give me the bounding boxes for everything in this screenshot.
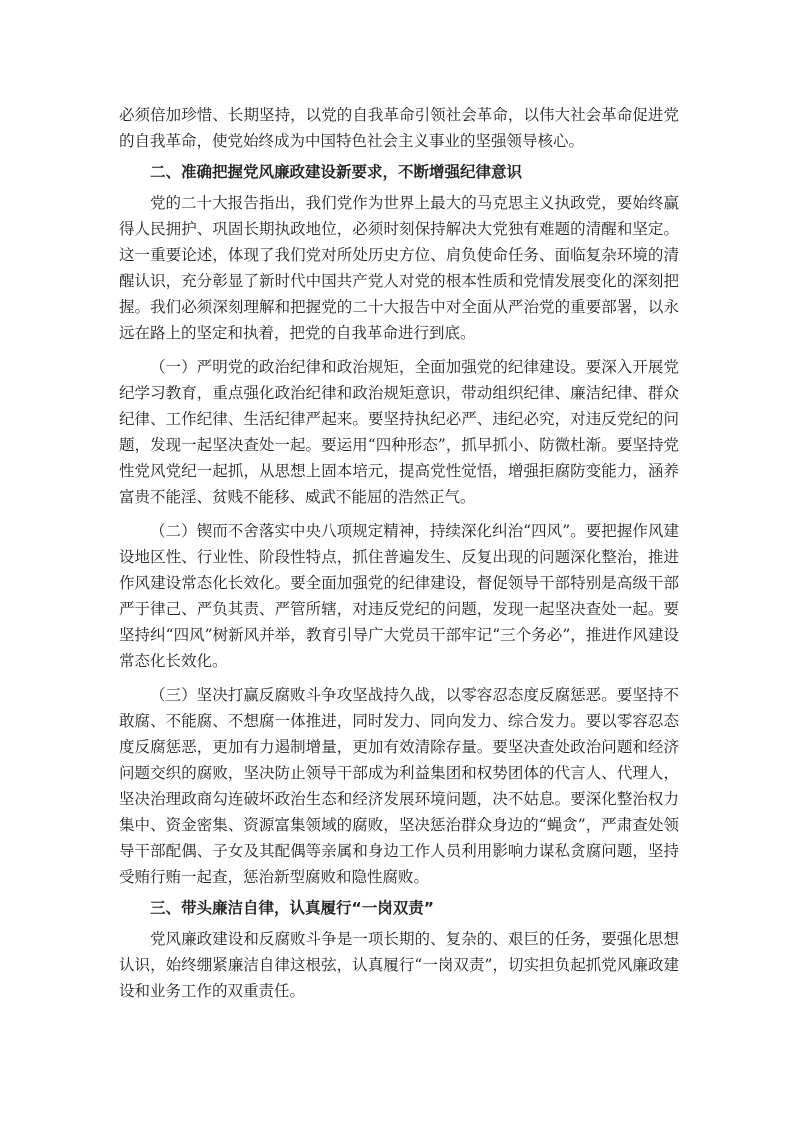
paragraph-continuation: 必须倍加珍惜、长期坚持，以党的自我革命引领社会革命，以伟大社会革命促进党的自我革命，使党始终成为中国特色社会主义事业的坚强领导核心。 bbox=[119, 106, 679, 150]
paragraph-body: 党风廉政建设和反腐败斗争是一项长期的、复杂的、艰巨的任务，要强化思想认识，始终绷紧廉洁自律这根弦，认真履行“一岗双责”，切实担负起抓党风廉政建设和业务工作的双重责任。 bbox=[119, 930, 679, 1000]
paragraph-item-3: （三）坚决打赢反腐败斗争攻坚战持久战，以零容忍态度反腐惩恶。要坚持不敢腐、不能腐、不想腐一体推进，同时发力、同向发力、综合发力。要以零容忍态度反腐惩恶，更加有力遏制增量，更加有效清除存量。要坚决查处政治问题和经济问题交织的腐败，坚决防止领导干部成为利益集团和权势团体的代言人、代理人，坚决治理政商勾连破坏政治生态和经济发展环境问题，决不姑息。要深化整治权力集中、资金密集、资源富集领域的腐败，坚决惩治群众身边的“蝇贪”，严肃查处领导干部配偶、子女及其配偶等亲属和身边工作人员利用影响力谋私贪腐问题，坚持受贿行贿一起查，惩治新型腐败和隐性腐败。 bbox=[119, 686, 679, 886]
document-body bbox=[119, 102, 679, 1004]
section-heading-2: 二、准确把握党风廉政建设新要求，不断增强纪律意识 bbox=[150, 163, 523, 181]
paragraph-item-1: （一）严明党的政治纪律和政治规矩，全面加强党的纪律建设。要深入开展党纪学习教育，重点强化政治纪律和政治规矩意识，带动组织纪律、廉洁纪律、群众纪律、工作纪律、生活纪律严起来。要坚持执纪必严、违纪必究，对违反党纪的问题，发现一起坚决查处一起。要运用“四种形态”，抓早抓小、防微杜渐。要坚持党性党风党纪一起抓，从思想上固本培元，提高党性觉悟，增强拒腐防变能力，涵养富贵不能淫、贫贱不能移、威武不能屈的浩然正气。 bbox=[119, 358, 679, 506]
paragraph-body: 党的二十大报告指出，我们党作为世界上最大的马克思主义执政党，要始终赢得人民拥护、巩固长期执政地位，必须时刻保持解决大党独有难题的清醒和坚定。这一重要论述，体现了我们党对所处历史方位、肩负使命任务、面临复杂环境的清醒认识，充分彰显了新时代中国共产党人对党的根本性质和党情发展变化的深刻把握。我们必须深刻理解和把握党的二十大报告中对全面从严治党的重要部署，以永远在路上的坚定和执着，把党的自我革命进行到底。 bbox=[119, 194, 679, 342]
paragraph-item-2: （二）锲而不舍落实中央八项规定精神，持续深化纠治“四风”。要把握作风建设地区性、行业性、阶段性特点，抓住普遍发生、反复出现的问题深化整治，推进作风建设常态化长效化。要全面加强党的纪律建设，督促领导干部特别是高级干部严于律己、严负其责、严管所辖，对违反党纪的问题，发现一起坚决查处一起。要坚持纠“四风”树新风并举，教育引导广大党员干部牢记“三个务必”，推进作风建设常态化长效化。 bbox=[119, 522, 679, 670]
section-heading-3: 三、带头廉洁自律，认真履行“一岗双责” bbox=[150, 899, 434, 917]
